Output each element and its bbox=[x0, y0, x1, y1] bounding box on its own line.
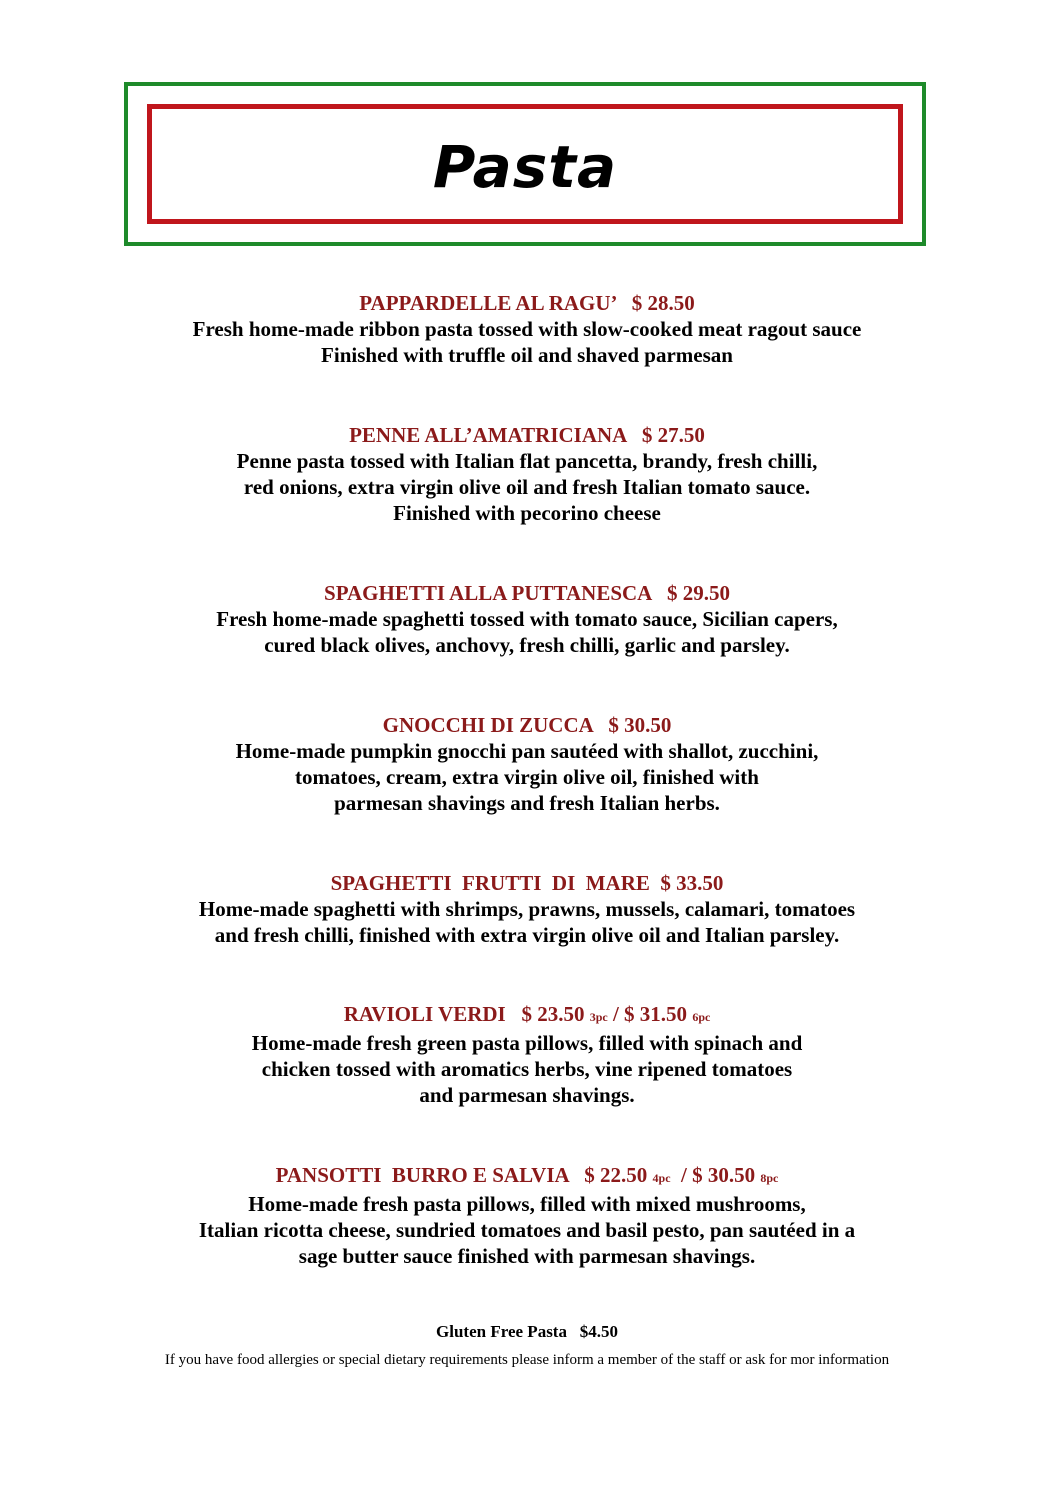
menu-item-pappardelle bbox=[0, 290, 1054, 368]
dish-name bbox=[0, 1001, 1054, 1030]
menu-item-puttanesca bbox=[0, 580, 1054, 658]
portion-size: 3pc bbox=[589, 1010, 608, 1024]
dish-description-line: tomatoes, cream, extra virgin olive oil, finished with bbox=[295, 765, 759, 789]
dish-description-line: Home-made fresh green pasta pillows, filled with spinach and bbox=[251, 1031, 803, 1055]
dish-description-line: Home-made spaghetti with shrimps, prawns, mussels, calamari, tomatoes bbox=[198, 897, 856, 921]
portion-size: 8pc bbox=[760, 1171, 779, 1185]
dish-description-line: and parmesan shavings. bbox=[419, 1083, 635, 1107]
page-title: Pasta bbox=[432, 133, 618, 201]
dish-description-line: Finished with truffle oil and shaved parmesan bbox=[321, 343, 733, 367]
title-frame-inner bbox=[147, 104, 903, 224]
title-frame-outer bbox=[124, 82, 926, 246]
second-price: / $ 30.50 bbox=[670, 1163, 761, 1187]
dish-description-line: and fresh chilli, finished with extra virgin olive oil and Italian parsley. bbox=[214, 923, 840, 947]
dish-description-line: Fresh home-made spaghetti tossed with tomato sauce, Sicilian capers, bbox=[216, 607, 838, 631]
dish-description-line: Penne pasta tossed with Italian flat pancetta, brandy, fresh chilli, bbox=[236, 449, 818, 473]
allergy-notice: If you have food allergies or special dietary requirements please inform a member of the staff or ask for mor information bbox=[164, 1352, 890, 1368]
dish-description-line: sage butter sauce finished with parmesan shavings. bbox=[298, 1244, 756, 1268]
dish-description-line: cured black olives, anchovy, fresh chilli, garlic and parsley. bbox=[264, 633, 790, 657]
portion-size: 6pc bbox=[692, 1010, 711, 1024]
dish-description-line: Home-made fresh pasta pillows, filled with mixed mushrooms, bbox=[248, 1192, 806, 1216]
menu-item-gnocchi bbox=[0, 712, 1054, 816]
dish-description-line: chicken tossed with aromatics herbs, vine ripened tomatoes bbox=[261, 1057, 793, 1081]
dish-name: SPAGHETTI ALLA PUTTANESCA $ 29.50 bbox=[324, 581, 730, 605]
menu-item-pansotti bbox=[0, 1162, 1054, 1269]
dish-description-line: Italian ricotta cheese, sundried tomatoes and basil pesto, pan sautéed in a bbox=[198, 1218, 856, 1242]
dish-description-line: Fresh home-made ribbon pasta tossed with slow-cooked meat ragout sauce bbox=[192, 317, 862, 341]
dish-name-price: PANSOTTI BURRO E SALVIA $ 22.50 bbox=[275, 1163, 648, 1187]
menu-item-penne bbox=[0, 422, 1054, 526]
second-price: / $ 31.50 bbox=[607, 1002, 693, 1026]
dish-description-line: red onions, extra virgin olive oil and fresh Italian tomato sauce. bbox=[243, 475, 811, 499]
dish-description-line: Finished with pecorino cheese bbox=[393, 501, 661, 525]
dish-name-price: RAVIOLI VERDI $ 23.50 bbox=[343, 1002, 585, 1026]
dish-name: PAPPARDELLE AL RAGU’ $ 28.50 bbox=[359, 291, 695, 315]
gluten-free-option: Gluten Free Pasta $4.50 bbox=[436, 1322, 618, 1341]
dish-name: SPAGHETTI FRUTTI DI MARE $ 33.50 bbox=[330, 871, 724, 895]
dish-name: GNOCCHI DI ZUCCA $ 30.50 bbox=[382, 713, 672, 737]
menu-item-frutti-di-mare bbox=[0, 870, 1054, 948]
dish-name: PENNE ALL’AMATRICIANA $ 27.50 bbox=[349, 423, 705, 447]
dish-name bbox=[0, 1162, 1054, 1191]
menu-item-ravioli bbox=[0, 1001, 1054, 1108]
dish-description-line: parmesan shavings and fresh Italian herbs. bbox=[334, 791, 720, 815]
dish-description-line: Home-made pumpkin gnocchi pan sautéed with shallot, zucchini, bbox=[235, 739, 819, 763]
portion-size: 4pc bbox=[652, 1171, 671, 1185]
pasta-menu-list bbox=[0, 290, 1054, 1269]
